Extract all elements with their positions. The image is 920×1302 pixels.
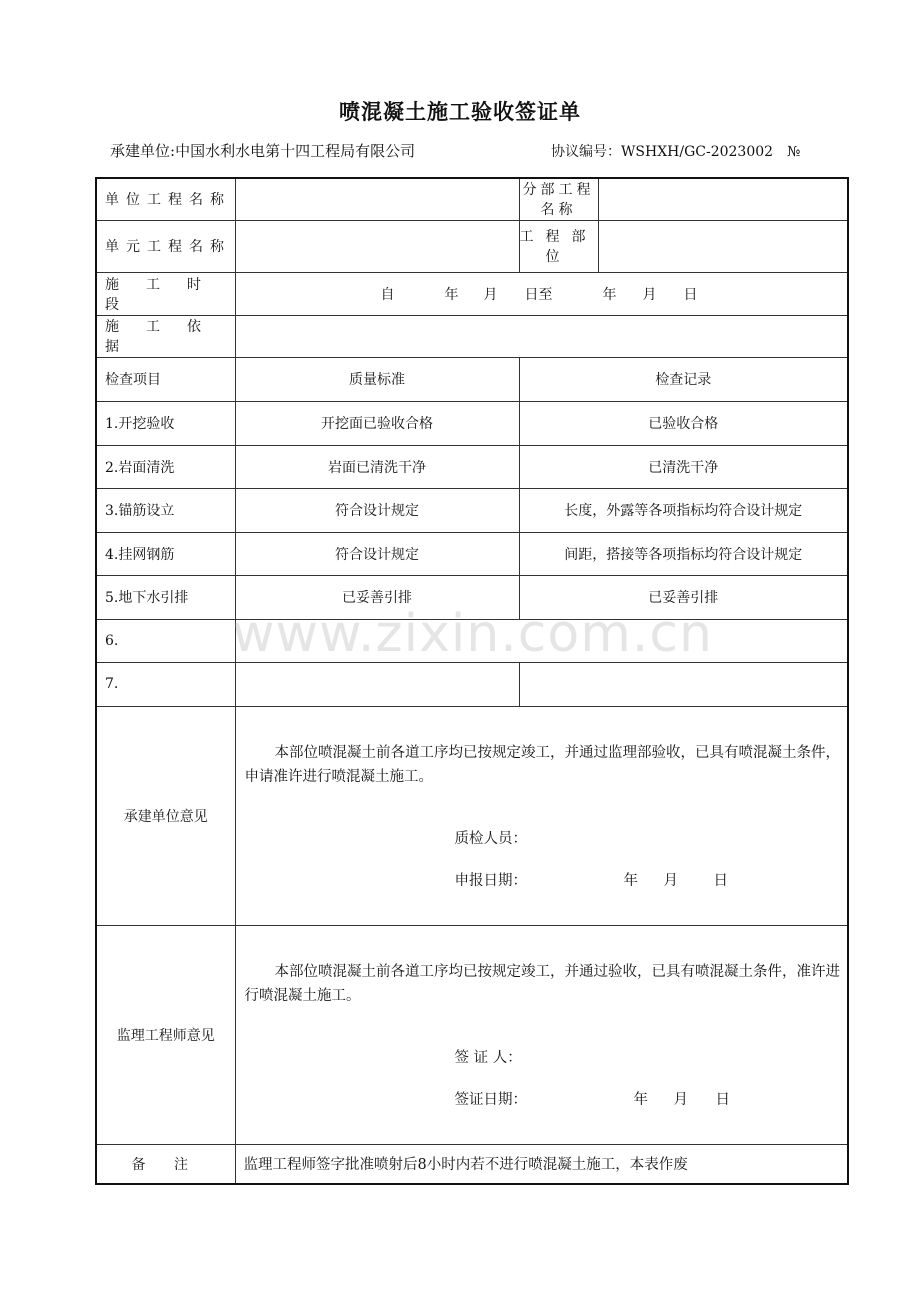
inspection-header-row [96,357,848,401]
agreement-label: 协议编号： [551,144,621,160]
element-project-row [96,220,848,272]
watermark: www.zixin.com.cn [232,604,713,664]
contractor-value: 中国水利水电第十四工程局有限公司 [175,142,416,160]
inspection-standard[interactable]: 符合设计规定 [235,532,519,575]
agreement-value: WSHXH/GC-2023002 [621,144,774,160]
period-year-2: 年 [602,286,617,303]
signer-label: 签 证 人： [454,1049,522,1066]
period-field[interactable] [235,272,848,315]
basis-label: 施工依据 [96,315,235,357]
report-date-year: 年 [623,872,638,889]
report-date-label: 申报日期： [454,872,527,889]
inspection-standard[interactable] [235,662,519,706]
contractor-opinion-field[interactable] [235,706,848,925]
basis-row [96,315,848,357]
header-standard: 质量标准 [235,357,519,401]
inspection-standard[interactable]: 岩面已清洗干净 [235,445,519,488]
acceptance-form-table [95,177,849,1185]
inspection-standard[interactable]: 开挖面已验收合格 [235,401,519,445]
inspection-item: 3.锚筋设立 [96,488,235,532]
inspection-row [96,575,848,619]
agreement-line [551,141,800,161]
inspection-row [96,445,848,488]
location-field[interactable] [598,220,848,272]
document-title: 喷混凝土施工验收签证单 [339,100,581,124]
inspection-row [96,488,848,532]
inspection-row [96,532,848,575]
inspection-item: 1.开挖验收 [96,401,235,445]
period-row [96,272,848,315]
unit-project-field[interactable] [235,178,519,220]
sign-date-month: 月 [673,1091,688,1108]
inspection-row [96,619,848,662]
header-item: 检查项目 [96,357,235,401]
remarks-text: 监理工程师签字批准喷射后8小时内若不进行喷混凝土施工，本表作废 [235,1144,848,1184]
division-project-label: 分部工程名称 [519,178,598,220]
inspection-record[interactable]: 已验收合格 [519,401,848,445]
contractor-line [110,140,415,161]
sign-date-day: 日 [715,1091,730,1108]
period-month-2: 月 [642,286,657,303]
inspection-row [96,401,848,445]
supervisor-opinion-text: 本部位喷混凝土前各道工序均已按规定竣工，并通过验收，已具有喷混凝土条件，准许进行喷混凝土施工。 [244,963,840,1004]
inspector-label: 质检人员： [454,830,527,847]
contractor-opinion-label: 承建单位意见 [96,706,235,925]
period-label: 施工时段 [96,272,235,315]
basis-field[interactable] [235,315,848,357]
sign-date-year: 年 [633,1091,648,1108]
element-project-label: 单元工程名称 [96,220,235,272]
period-from: 自 [380,286,395,303]
number-label: № [787,144,801,160]
contractor-opinion-text: 本部位喷混凝土前各道工序均已按规定竣工，并通过监理部验收，已具有喷混凝土条件，申请准许进行喷混凝土施工。 [244,744,840,785]
inspection-item: 7. [96,662,235,706]
inspection-record[interactable]: 已妥善引排 [519,575,848,619]
supervisor-opinion-field[interactable] [235,925,848,1144]
inspection-item: 6. [96,619,235,662]
inspection-row [96,662,848,706]
location-label: 工程部位 [519,220,598,272]
remarks-label: 备 注 [96,1144,235,1184]
header-record: 检查记录 [519,357,848,401]
inspection-standard[interactable]: 符合设计规定 [235,488,519,532]
inspection-blank-field[interactable] [235,619,848,662]
period-year-1: 年 [444,286,459,303]
inspection-record[interactable]: 已清洗干净 [519,445,848,488]
element-project-field[interactable] [235,220,519,272]
period-day-2: 日 [683,286,698,303]
report-date-month: 月 [663,872,678,889]
remarks-row [96,1144,848,1184]
period-day-1-to: 日至 [524,286,553,303]
supervisor-opinion-label: 监理工程师意见 [96,925,235,1144]
period-month-1: 月 [483,286,498,303]
inspection-item: 2.岩面清洗 [96,445,235,488]
division-project-field[interactable] [598,178,848,220]
sign-date-label: 签证日期： [454,1091,527,1108]
inspection-item: 4.挂网钢筋 [96,532,235,575]
unit-project-row [96,178,848,220]
inspection-standard[interactable]: 已妥善引排 [235,575,519,619]
inspection-record[interactable]: 间距，搭接等各项指标均符合设计规定 [519,532,848,575]
inspection-record[interactable]: 长度，外露等各项指标均符合设计规定 [519,488,848,532]
supervisor-opinion-row [96,925,848,1144]
inspection-item: 5.地下水引排 [96,575,235,619]
inspection-record[interactable] [519,662,848,706]
contractor-opinion-row [96,706,848,925]
report-date-day: 日 [713,872,728,889]
unit-project-label: 单位工程名称 [96,178,235,220]
contractor-label: 承建单位: [110,142,176,160]
